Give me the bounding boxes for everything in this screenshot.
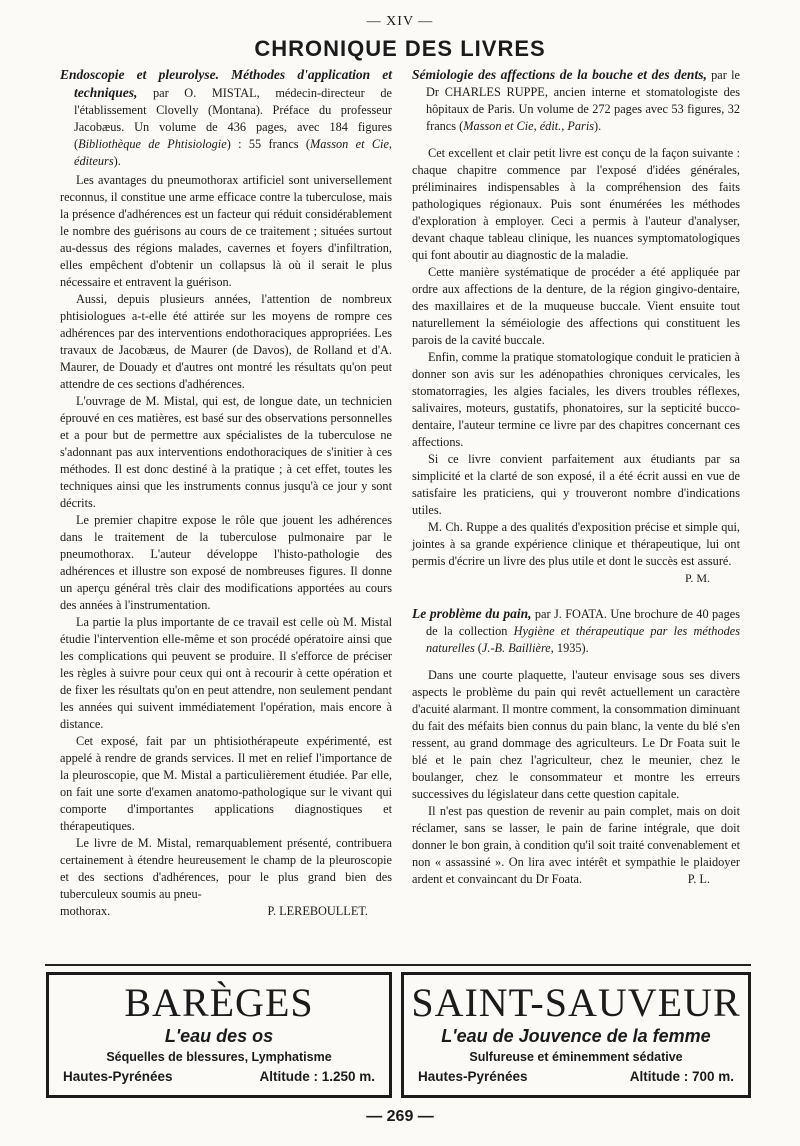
paragraph: Les avantages du pneumothorax artificiel sont universellement reconnus, il constitue une arme efficace contre la tuberculose, mais la présence d'adhérences est un facteur qui réduit considérablement le nombre des guérisons au cours de ce traitement ; situées surtout au-dessus des régions malades, cavernes et foyers d'infiltration, elles empêchent d'obtenir un collapsus là où il serait le plus nécessaire et entravent la guérison. — [60, 173, 392, 289]
paragraph: Aussi, depuis plusieurs années, l'attention de nombreux phtisiologues a-t-elle été attirée sur les moyens de rompre ces adhérences par des interventions endothoraciques appropriées. Les travaux de Jacobæus, de Maurer (de Davos), de Rolland et d'A. Maurer, de Douady et d'autres ont montré les résultats qu'on peut attendre de ces sections d'adhérences. — [60, 292, 392, 391]
signature: P. M. — [684, 571, 710, 585]
ad-description: Séquelles de blessures, Lymphatisme — [106, 1050, 332, 1064]
section-title: CHRONIQUE DES LIVRES — [254, 36, 546, 61]
divider — [45, 964, 751, 966]
page-number: — XIV — — [366, 14, 434, 29]
book-title: Le problème du pain, — [412, 606, 532, 621]
folio: — 269 — — [366, 1108, 434, 1125]
book-meta: par J. FOATA. Une brochure de 40 pages de la collection Hygiène et thérapeutique par les méthodes naturelles (J.-B. Baillière, 1935). — [426, 607, 740, 655]
advertisement-bareges — [46, 972, 392, 1098]
last-line: mothorax. — [60, 904, 111, 918]
paragraph: L'ouvrage de M. Mistal, qui est, de longue date, un technicien éprouvé en ces matières, est basé sur des observations personnelles et a pour but de permettre aux spécialistes de la tuberculose ne s'adonnant pas aux interventions endothoraciques de s'initier à ces méthodes. Il est donc destiné à la pratique ; à cet effet, toutes les techniques ainsi que les instruments connus jusqu'à ce jour y sont décrits. — [60, 394, 392, 510]
advertisement-saint-sauveur — [401, 972, 751, 1098]
book-title: Endoscopie et pleurolyse. Méthodes d'application et techniques, — [60, 67, 392, 100]
book-meta: par O. MISTAL, médecin-directeur de l'établissement Clovelly (Montana). Préface du professeur Jacobæus. Un volume de 436 pages, avec 184 figures (Bibliothèque de Phtisiologie) : 55 francs (Masson et Cie, éditeurs). — [74, 86, 392, 168]
paragraph: Cet exposé, fait par un phtisiothérapeute expérimenté, est appelé à rendre de grands services. Il met en relief l'importance de la pleuroscopie, que M. Mistal a particulièrement étudiée. Par elle, on fait une sorte d'examen anatomo-pathologique sur le vivant qui comporte d'importantes applications diagnostiques et thérapeutiques. — [60, 734, 392, 833]
review-heading-ruppe — [412, 66, 740, 135]
paragraph: Dans une courte plaquette, l'auteur envisage sous ses divers aspects le problème du pain qui revêt actuellement un caractère d'acuité alarmant. Il montre comment, la consommation diminuant du fait des méfaits bien connus du pain blanc, la vente du blé s'en ressent, au grand dommage des agriculteurs. Le Dr Foata suit le blé et le pain chez l'agriculteur, chez le meunier, chez le boulanger, chez le consommateur et montre les erreurs successives du législateur dans cette question capitale. — [412, 668, 740, 801]
signature: P. L. — [687, 872, 710, 886]
paragraph: Le premier chapitre expose le rôle que jouent les adhérences dans le traitement de la tuberculose pulmonaire par le pneumothorax. L'auteur développe l'histo-pathologie des adhérences et illustre son exposé de nombreuses figures. Il donne un aperçu général très clair des modifications apportées au cours des années à l'instrumentation. — [60, 513, 392, 612]
ad-tagline: L'eau des os — [164, 1026, 274, 1046]
review-heading-foata — [412, 605, 740, 657]
review-heading-mistal — [60, 66, 392, 170]
paragraph: Si ce livre convient parfaitement aux étudiants par sa simplicité et la clarté de son exposé, il a été écrit aussi en vue de satisfaire les praticiens, qui y trouveront nombre d'indications utiles. — [412, 452, 740, 517]
paragraph: M. Ch. Ruppe a des qualités d'exposition précise et simple qui, jointes à sa grande expérience clinique et thérapeutique, lui ont permis d'écrire un livre des plus utile et dont le succès est assuré. — [412, 520, 740, 568]
right-column — [412, 66, 740, 888]
paragraph: Cette manière systématique de procéder a été appliquée par ordre aux affections de la denture, de la région gingivo-dentaire, des maxillaires et de la muqueuse buccale. Vient ensuite tout naturellement la séméiologie des affections qui constituent les parois de la cavité buccale. — [412, 265, 740, 347]
ad-footer — [404, 1067, 748, 1084]
signature-line — [60, 903, 392, 920]
ad-description: Sulfureuse et éminemment sédative — [469, 1050, 683, 1064]
ad-altitude: Altitude : 1.250 m. — [259, 1069, 375, 1084]
ad-brand-name: BARÈGES — [124, 980, 314, 1025]
ad-footer — [49, 1067, 389, 1084]
ad-region: Hautes-Pyrénées — [418, 1069, 528, 1084]
ad-brand-name: SAINT-SAUVEUR — [411, 980, 741, 1025]
paragraph: La partie la plus importante de ce travail est celle où M. Mistal étudie l'intervention elle-même et son procédé opératoire ainsi que les complications qui peuvent se produire. Il s'efforce de préciser les règles à suivre pour ceux qui ont à recourir à cette opération et de fixer les résultats qu'on en peut attendre, non seulement pendant les années qui suivent immédiatement l'opération, mais encore à distance. — [60, 615, 392, 731]
signature: P. LEREBOULLET. — [267, 904, 368, 918]
left-column — [60, 66, 392, 920]
paragraph: Il n'est pas question de revenir au pain complet, mais on doit réclamer, sans se lasser, le pain de farine intégrale, que doit donner le bon grain, à condition qu'il soit traité convenablement et non « assassiné ». On lira avec intérêt et sympathie le plaidoyer ardent et convaincant du Dr Foata. P. L. — [412, 804, 740, 886]
paragraph: Le livre de M. Mistal, remarquablement présenté, contribuera certainement à étendre heureusement le champ de la pleuroscopie et des sections d'adhérences, pour le plus grand bien des tuberculeux soumis au pneu- — [60, 836, 392, 901]
paragraph: Cet excellent et clair petit livre est conçu de la façon suivante : chaque chapitre commence par l'exposé d'idées générales, préliminaires indispensables à la compréhension des faits pathologiques régionaux. Puis sont énumérées les méthodes d'exploration à employer. Ceci a permis à l'auteur d'analyser, devant chaque tableau clinique, les nuances symptomatologiques qui font aboutir au diagnostic de la maladie. — [412, 146, 740, 262]
ad-region: Hautes-Pyrénées — [63, 1069, 173, 1084]
book-title: Sémiologie des affections de la bouche et des dents, — [412, 67, 707, 82]
paragraph: Enfin, comme la pratique stomatologique conduit le praticien à donner son avis sur les adénopathies chroniques cervicales, les stomatorragies, les algies faciales, les divers troubles réflexes, salivaires, moteurs, gustatifs, phonatoires, sur la septicité bucco-dentaire, l'auteur termine ce livre par des chapitres concernant ces affections. — [412, 350, 740, 449]
ad-altitude: Altitude : 700 m. — [629, 1069, 734, 1084]
ad-tagline: L'eau de Jouvence de la femme — [441, 1026, 711, 1046]
book-meta: par le Dr CHARLES RUPPE, ancien interne et stomatologiste des hôpitaux de Paris. Un volume de 272 pages avec 53 figures, 32 francs (Masson et Cie, édit., Paris). — [426, 68, 740, 133]
